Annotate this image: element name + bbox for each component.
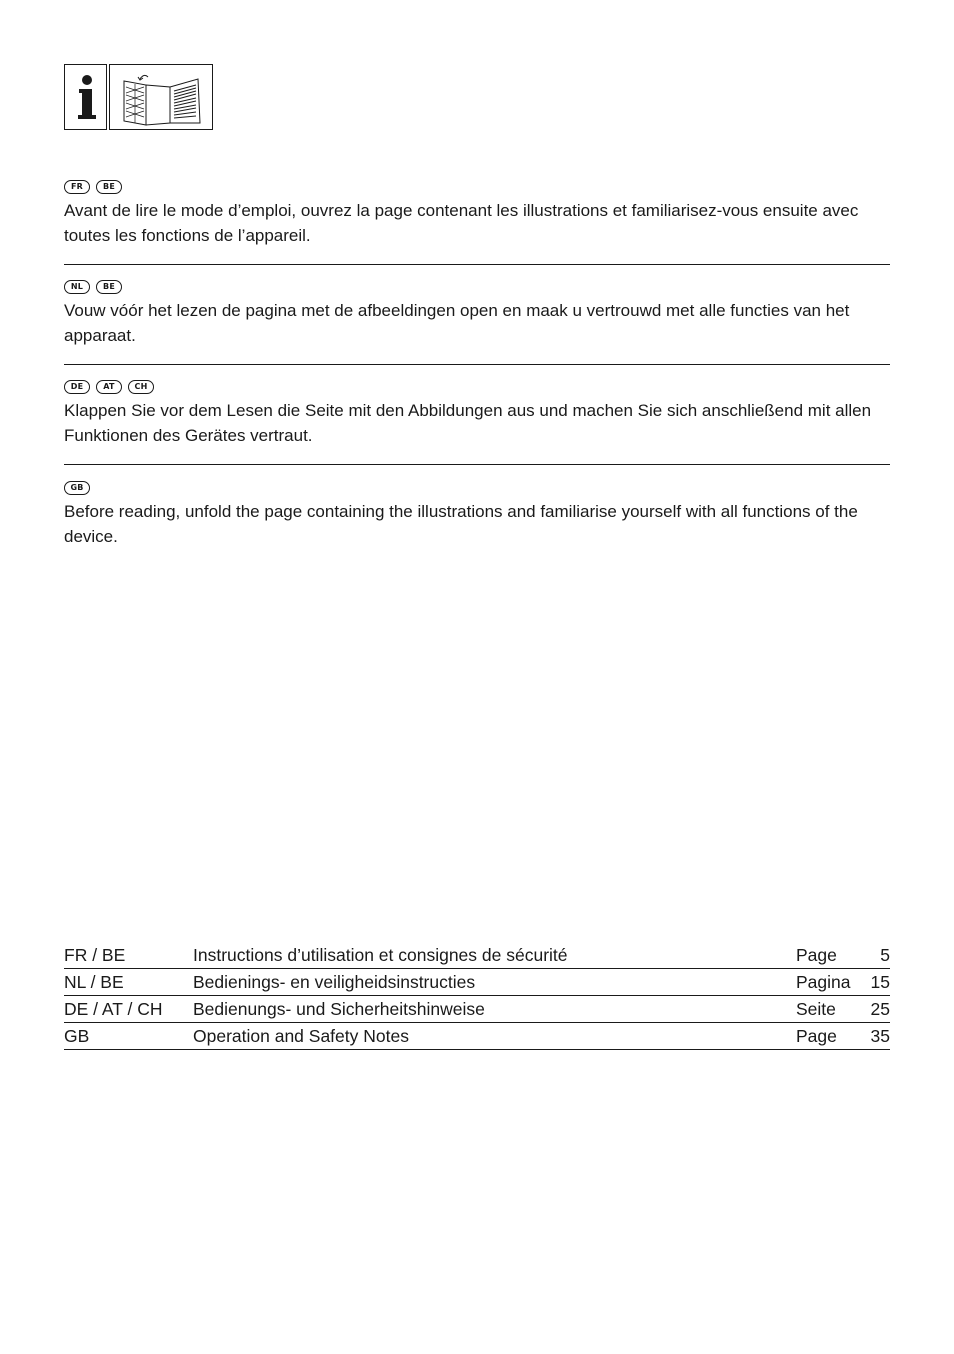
- toc-title: Operation and Safety Notes: [193, 1025, 409, 1046]
- toc-title: Bedienungs- und Sicherheitshinweise: [193, 998, 485, 1019]
- country-badge-be: BE: [96, 280, 122, 294]
- country-badge-nl: NL: [64, 280, 90, 294]
- toc-page-label: Pagina: [796, 971, 851, 992]
- section-gb: [64, 481, 890, 549]
- toc-page-number: 15: [870, 971, 890, 992]
- section-fr-be: [64, 180, 890, 248]
- country-badge-gb: GB: [64, 481, 90, 495]
- toc-page-number: 35: [870, 1025, 890, 1046]
- country-badge-fr: FR: [64, 180, 90, 194]
- section-nl-be: [64, 280, 890, 348]
- country-badge-de: DE: [64, 380, 90, 394]
- section-text: Klappen Sie vor dem Lesen die Seite mit den Abbildungen aus und machen Sie sich anschließend mit allen Funktionen des Gerätes vertraut.: [64, 401, 872, 445]
- toc-title: Bedienings- en veiligheidsinstructies: [193, 971, 476, 992]
- toc-page-number: 25: [870, 998, 890, 1019]
- toc-language-code: GB: [64, 1025, 90, 1046]
- toc-row[interactable]: [64, 996, 890, 1023]
- country-badge-at: AT: [96, 380, 122, 394]
- divider: [64, 264, 890, 265]
- language-badges: [64, 380, 890, 394]
- divider: [64, 464, 890, 465]
- toc-language-code: NL / BE: [64, 971, 124, 992]
- toc-page-label: Page: [796, 944, 837, 965]
- section-text: Vouw vóór het lezen de pagina met de afbeeldingen open en maak u vertrouwd met alle functies van het apparaat.: [64, 301, 850, 345]
- section-de-at-ch: [64, 380, 890, 448]
- unfold-page-icon: [109, 64, 213, 130]
- language-badges: [64, 280, 890, 294]
- toc-row[interactable]: [64, 942, 890, 969]
- toc-language-code: DE / AT / CH: [64, 998, 163, 1019]
- section-text: Before reading, unfold the page containing the illustrations and familiarise yourself with all functions of the device.: [64, 502, 858, 546]
- country-badge-ch: CH: [128, 380, 154, 394]
- language-badges: [64, 180, 890, 194]
- table-of-contents: [64, 942, 890, 1050]
- toc-page-number: 5: [880, 944, 890, 965]
- toc-row[interactable]: [64, 969, 890, 996]
- country-badge-be: BE: [96, 180, 122, 194]
- toc-language-code: FR / BE: [64, 944, 126, 965]
- section-text: Avant de lire le mode d’emploi, ouvrez la page contenant les illustrations et familiarisez-vous ensuite avec toutes les fonctions de l’appareil.: [64, 201, 859, 245]
- info-icon: [64, 64, 107, 130]
- info-icons: [64, 64, 213, 130]
- language-badges: [64, 481, 890, 495]
- toc-page-label: Page: [796, 1025, 837, 1046]
- toc-row[interactable]: [64, 1023, 890, 1050]
- toc-title: Instructions d’utilisation et consignes de sécurité: [193, 944, 568, 965]
- toc-page-label: Seite: [796, 998, 836, 1019]
- divider: [64, 364, 890, 365]
